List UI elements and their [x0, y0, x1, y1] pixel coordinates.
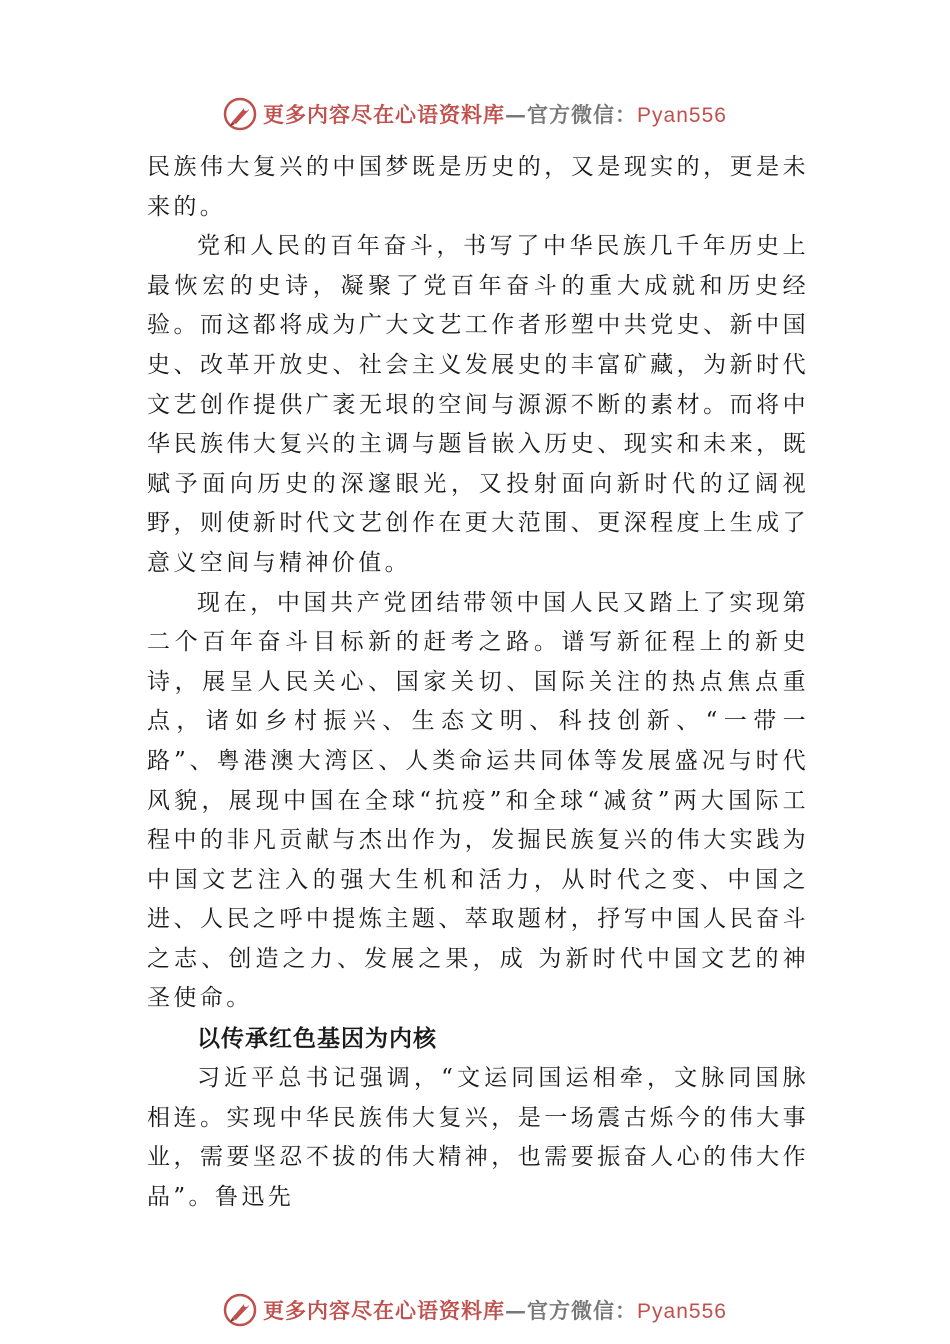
banner-text — [263, 1295, 727, 1325]
banner-dash: — — [505, 102, 528, 127]
paragraph-3: 现在，中国共产党团结带领中国人民又踏上了实现第二个百年奋斗目标新的赶考之路。谱写新征程上的新史诗，展呈人民关心、国家关切、国际关注的热点焦点重点，诸如乡村振兴、生态文明、科技创新、“一带一路”、粤港澳大湾区、人类命运共同体等发展盛况与时代风貌，展现中国在全球“抗疫”和全球“减贫”两大国际工程中的非凡贡献与杰出作为，发掘民族复兴的伟大实践为中国文艺注入的强大生机和活力，从时代之变、中国之进、人民之呼中提炼主题、萃取题材，抒写中国人民奋斗之志、创造之力、发展之果，成 为新时代中国文艺的神圣使命。 — [147, 589, 809, 1012]
footer-banner — [0, 1290, 950, 1330]
paragraph-1: 民族伟大复兴的中国梦既是历史的，又是现实的，更是未来的。 — [147, 154, 809, 220]
paragraph-4: 习近平总书记强调，“文运同国运相牵，文脉同国脉相连。实现中华民族伟大复兴，是一场震古烁今的伟大事业，需要坚忍不拔的伟大精神，也需要振奋人心的伟大作品”。鲁迅先 — [147, 1065, 809, 1210]
banner-dash: — — [505, 1298, 528, 1323]
banner-main-text: 更多内容尽在心语资料库 — [263, 1298, 506, 1323]
banner-wechat-handle: Pyan556 — [637, 104, 727, 127]
banner-main-text: 更多内容尽在心语资料库 — [263, 102, 506, 127]
banner-wechat-handle: Pyan556 — [637, 1300, 727, 1323]
section-heading: 以传承红色基因为内核 — [197, 1026, 437, 1053]
pen-nib-logo-icon — [223, 1293, 257, 1327]
document-body — [147, 148, 809, 1217]
banner-wechat-label: 官方微信： — [527, 102, 638, 127]
paragraph-2: 党和人民的百年奋斗，书写了中华民族几千年历史上最恢宏的史诗，凝聚了党百年奋斗的重大成就和历史经验。而这都将成为广大文艺工作者形塑中共党史、新中国史、改革开放史、社会主义发展史的丰富矿藏，为新时代文艺创作提供广袤无垠的空间与源源不断的素材。而将中华民族伟大复兴的主调与题旨嵌入历史、现实和未来，既赋予面向历史的深邃眼光，又投射面向新时代的辽阔视野，则使新时代文艺创作在更大范围、更深程度上生成了意义空间与精神价值。 — [147, 233, 809, 576]
header-banner — [0, 94, 950, 134]
banner-text — [263, 99, 727, 129]
banner-wechat-label: 官方微信： — [527, 1298, 638, 1323]
pen-nib-logo-icon — [223, 97, 257, 131]
